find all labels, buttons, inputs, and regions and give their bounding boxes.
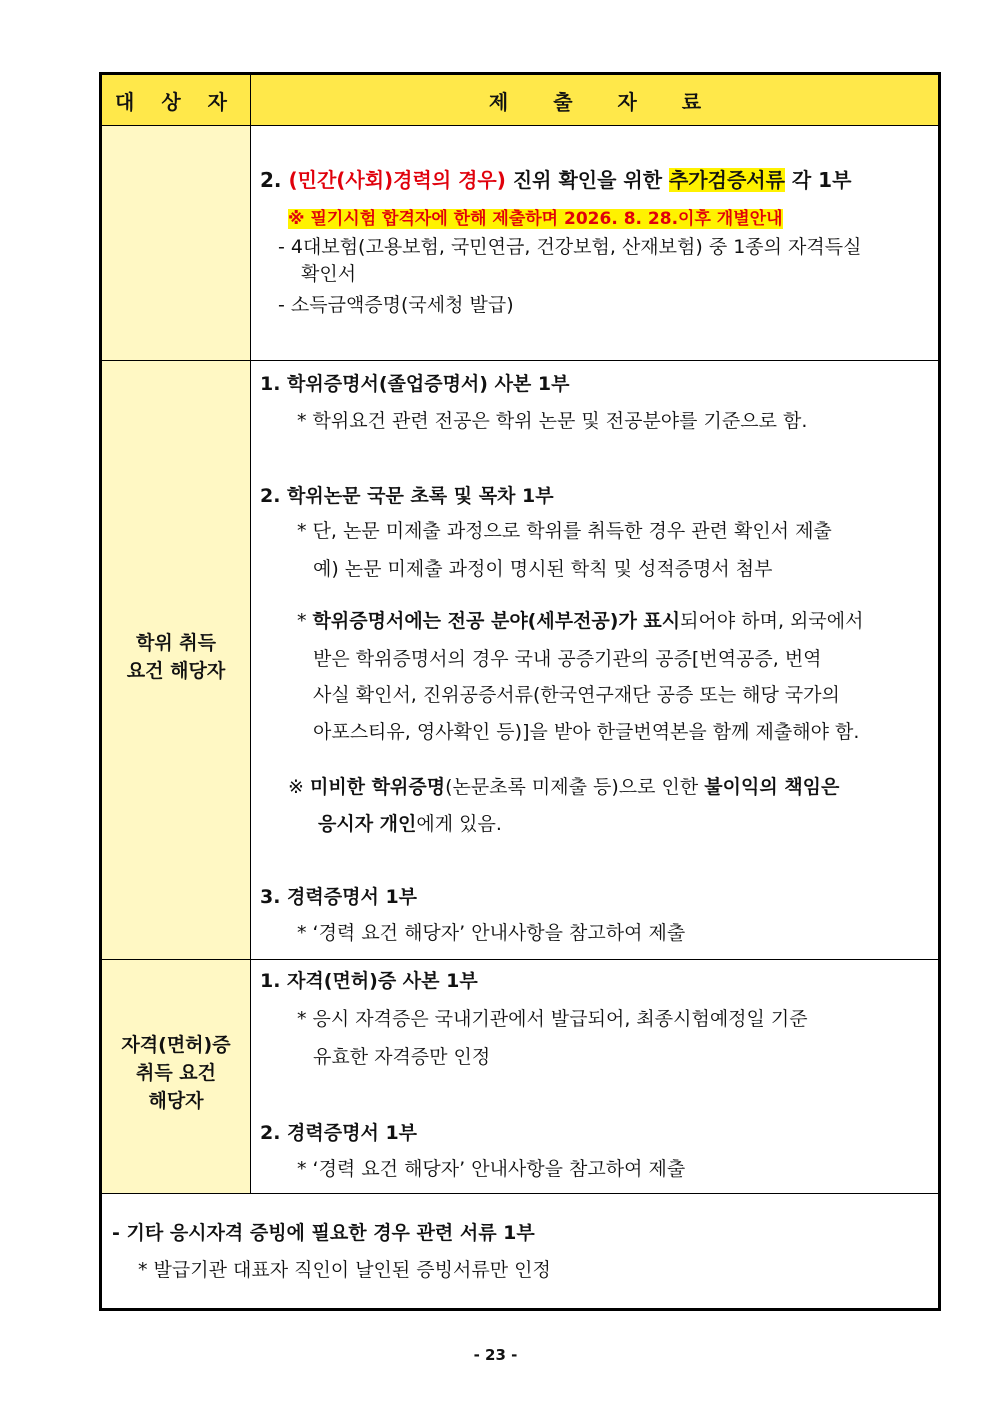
page-number: - 23 - [473, 1346, 518, 1364]
document-table [99, 72, 941, 1311]
degree-paragraph-line-3: 사실 확인서, 진위공증서류(한국연구재단 공증 또는 해당 국가의 [313, 684, 840, 706]
degree-item-3-note: * ‘경력 요건 해당자’ 안내사항을 참고하여 제출 [297, 922, 686, 944]
column-divider [250, 75, 251, 1193]
degree-item-2: 2. 학위논문 국문 초록 및 목차 1부 [260, 485, 554, 507]
degree-warning-line-2: 응시자 개인에게 있음. [318, 813, 502, 835]
license-item-2: 2. 경력증명서 1부 [260, 1122, 418, 1144]
career-verify-item-2: 2. (민간(사회)경력의 경우) 진위 확인을 위한 추가검증서류 각 1부 [260, 168, 852, 192]
license-item-1-note-2: 유효한 자격증만 인정 [313, 1046, 491, 1068]
degree-item-1: 1. 학위증명서(졸업증명서) 사본 1부 [260, 373, 570, 395]
row-divider [102, 959, 938, 960]
degree-item-1-note: * 학위요건 관련 전공은 학위 논문 및 전공분야를 기준으로 함. [297, 410, 808, 432]
license-item-1-note-1: * 응시 자격증은 국내기관에서 발급되어, 최종시험예정일 기준 [297, 1008, 808, 1030]
degree-paragraph-line-1: * 학위증명서에는 전공 분야(세부전공)가 표시되어야 하며, 외국에서 [297, 610, 864, 632]
degree-item-3: 3. 경력증명서 1부 [260, 886, 418, 908]
license-label: 자격(면허)증 취득 요건 해당자 [121, 1034, 231, 1112]
degree-paragraph-line-4: 아포스티유, 영사확인 등)]을 받아 한글번역본을 함께 제출해야 함. [313, 721, 860, 743]
row-divider [102, 1193, 938, 1194]
other-documents-line: - 기타 응시자격 증빙에 필요한 경우 관련 서류 1부 [112, 1222, 535, 1244]
other-documents-note: * 발급기관 대표자 직인이 날인된 증빙서류만 인정 [138, 1259, 551, 1281]
career-verify-bullet-2: - 소득금액증명(국세청 발급) [278, 294, 514, 316]
header-documents: 제 출 자 료 [488, 89, 702, 114]
career-verify-bullet-1-cont: 확인서 [301, 263, 357, 285]
degree-label: 학위 취득 요건 해당자 [126, 632, 226, 682]
career-verify-bullet-1: - 4대보험(고용보험, 국민연금, 건강보험, 산재보험) 중 1종의 자격득실 [278, 236, 862, 258]
degree-item-2-note-1: * 단, 논문 미제출 과정으로 학위를 취득한 경우 관련 확인서 제출 [297, 520, 832, 542]
degree-warning-line-1: ※ 미비한 학위증명(논문초록 미제출 등)으로 인한 불이익의 책임은 [288, 776, 840, 798]
license-item-2-note: * ‘경력 요건 해당자’ 안내사항을 참고하여 제출 [297, 1158, 686, 1180]
career-verify-note: ※ 필기시험 합격자에 한해 제출하며 2026. 8. 28.이후 개별안내 [288, 209, 783, 229]
degree-item-2-note-2: 예) 논문 미제출 과정이 명시된 학칙 및 성적증명서 첨부 [313, 558, 773, 580]
row-divider [102, 360, 938, 361]
table-header [102, 75, 938, 126]
header-target: 대 상 자 [115, 89, 237, 114]
license-item-1: 1. 자격(면허)증 사본 1부 [260, 970, 478, 992]
degree-paragraph-line-2: 받은 학위증명서의 경우 국내 공증기관의 공증[번역공증, 번역 [313, 648, 822, 670]
label-cell-career-verify [102, 126, 250, 360]
